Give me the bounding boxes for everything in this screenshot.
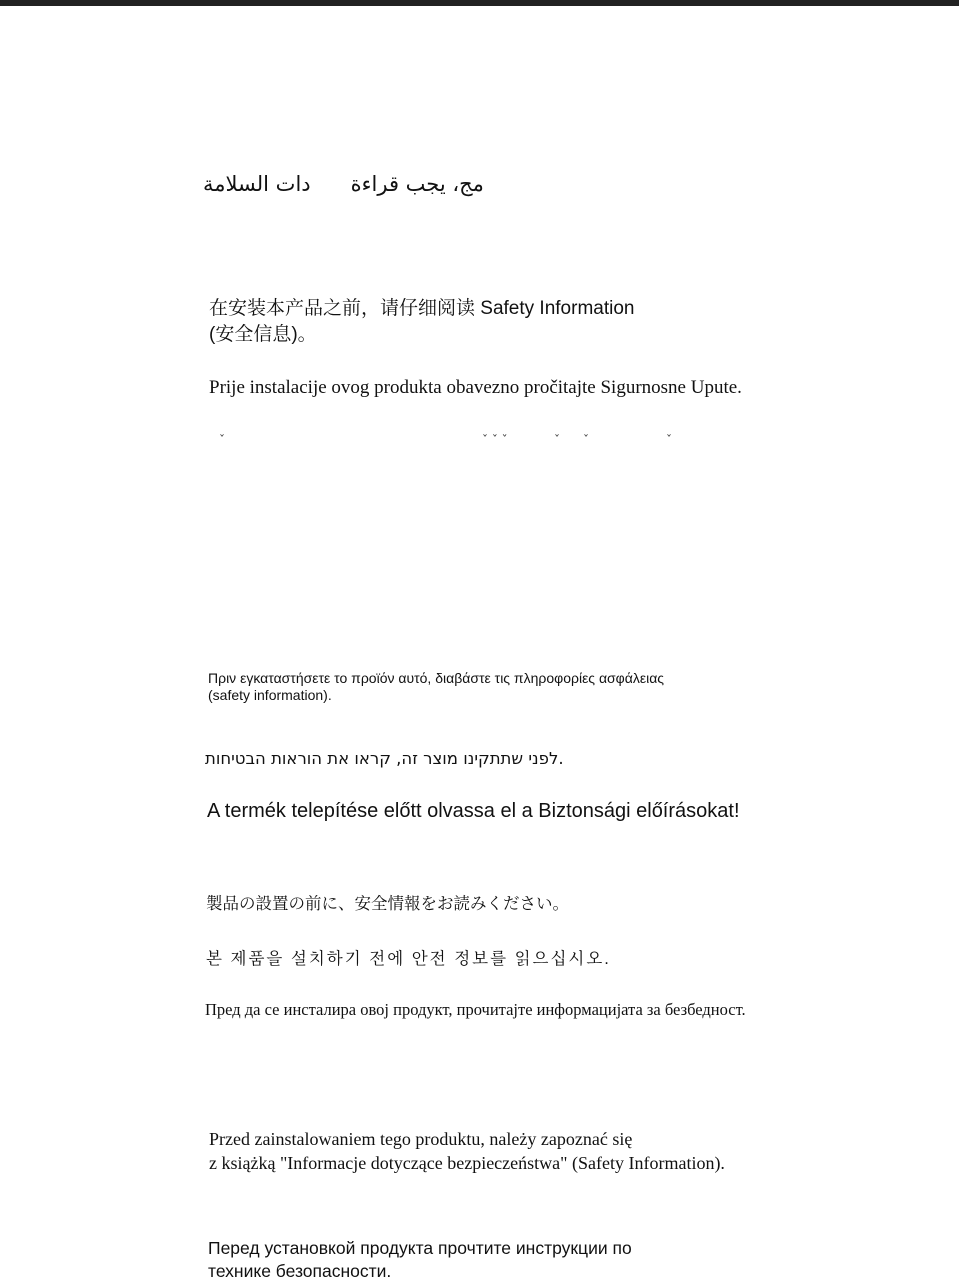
korean-notice: 본 제품을 설치하기 전에 안전 정보를 읽으십시오.: [206, 950, 611, 968]
top-rule: [0, 0, 959, 6]
japanese-notice: 製品の設置の前に、安全情報をお読みください。: [206, 895, 569, 913]
macedonian-notice: Пред да се инсталира овој продукт, прочитајте информацијата за безбедност.: [205, 1000, 746, 1019]
stray-mark: ˇ: [219, 433, 225, 447]
arabic-part-left: دات السلامة: [203, 172, 311, 196]
polish-notice-line2: z książką "Informacje dotyczące bezpieczeństwa" (Safety Information).: [209, 1153, 725, 1173]
russian-notice-line2: технике безопасности.: [208, 1261, 392, 1281]
stray-mark: ˇ: [583, 433, 589, 447]
chinese-notice-line1: 在安装本产品之前，请仔细阅读 Safety Information: [209, 298, 635, 319]
chinese-notice-line2: (安全信息)。: [209, 324, 317, 345]
arabic-part-right: مج، يجب قراءة: [350, 172, 484, 196]
stray-mark: ˇ: [554, 433, 560, 447]
arabic-safety-notice: [203, 172, 498, 196]
hungarian-notice: A termék telepítése előtt olvassa el a Biztonsági előírásokat!: [207, 800, 740, 822]
hebrew-notice: .לפני שתתקינו מוצר זה, קראו את הוראות הבטיחות: [205, 749, 564, 768]
greek-notice-line1: Πριν εγκαταστήσετε το προϊόν αυτό, διαβάστε τις πληροφορίες ασφάλειας: [208, 670, 665, 686]
russian-notice-line1: Перед установкой продукта прочтите инструкции по: [208, 1238, 632, 1258]
stray-mark: ˇ: [666, 433, 672, 447]
croatian-notice: Prije instalacije ovog produkta obavezno pročitajte Sigurnosne Upute.: [209, 377, 742, 398]
greek-notice-line2: (safety information).: [208, 687, 332, 703]
stray-mark: ˇ ˇ ˇ: [482, 433, 508, 447]
polish-notice-line1: Przed zainstalowaniem tego produktu, należy zapoznać się: [209, 1129, 633, 1149]
